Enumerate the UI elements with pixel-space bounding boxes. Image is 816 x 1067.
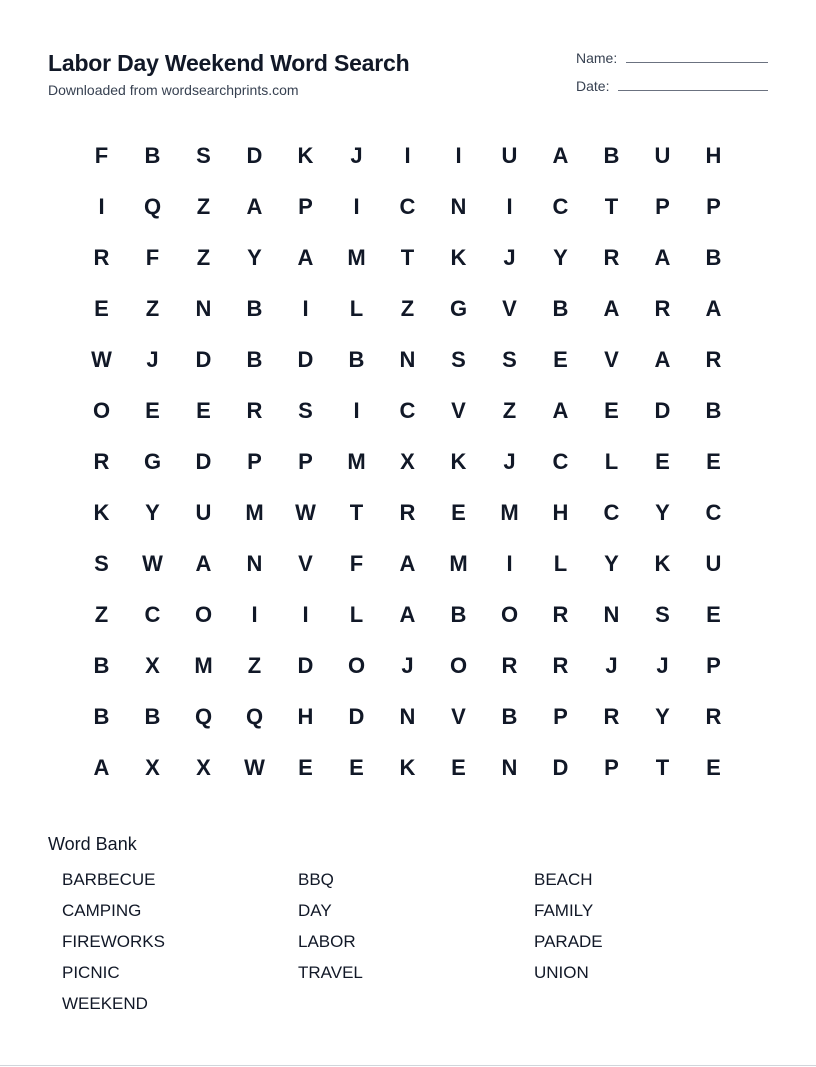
grid-cell[interactable]: C (552, 448, 569, 474)
grid-cell[interactable]: H (705, 142, 722, 168)
grid-cell[interactable]: M (245, 499, 264, 525)
word-bank-item: PARADE (534, 932, 603, 951)
grid-cell[interactable]: R (552, 652, 569, 678)
grid-cell[interactable]: P (247, 448, 262, 474)
grid-cell[interactable]: V (451, 397, 466, 423)
grid-cell[interactable]: B (348, 346, 365, 372)
grid-cell[interactable]: E (196, 397, 211, 423)
name-label: Name: (576, 50, 618, 66)
word-bank-item: WEEKEND (62, 994, 148, 1013)
grid-cell[interactable]: Z (247, 652, 262, 678)
grid-cell[interactable]: E (349, 754, 364, 780)
grid-cell[interactable]: J (656, 652, 669, 678)
grid-cell[interactable]: N (501, 754, 518, 780)
grid-cell[interactable]: U (705, 550, 722, 576)
grid-cell[interactable]: X (145, 652, 160, 678)
grid-cell[interactable]: K (450, 244, 467, 270)
letter-grid (76, 130, 739, 793)
grid-cell[interactable]: R (501, 652, 518, 678)
grid-cell[interactable]: D (195, 346, 212, 372)
grid-cell[interactable]: A (552, 397, 569, 423)
grid-cell[interactable]: U (501, 142, 518, 168)
grid-cell[interactable]: Y (247, 244, 262, 270)
grid-cell[interactable]: R (603, 703, 620, 729)
grid-cell[interactable]: J (605, 652, 618, 678)
grid-cell[interactable]: N (399, 703, 416, 729)
grid-cell[interactable]: B (144, 142, 161, 168)
grid-cell[interactable]: E (145, 397, 160, 423)
grid-cell[interactable]: H (297, 703, 314, 729)
grid-cell[interactable]: A (246, 193, 263, 219)
grid-cell[interactable]: Z (196, 193, 211, 219)
grid-cell[interactable]: B (603, 142, 620, 168)
date-label: Date: (576, 78, 610, 94)
grid-cell[interactable]: S (655, 601, 670, 627)
grid-cell[interactable]: U (654, 142, 671, 168)
grid-cell[interactable]: O (500, 601, 519, 627)
grid-cell[interactable]: W (295, 499, 316, 525)
grid-cell[interactable]: V (502, 295, 517, 321)
grid-cell[interactable]: F (145, 244, 160, 270)
grid-cell[interactable]: S (298, 397, 313, 423)
grid-cell[interactable]: I (251, 601, 258, 627)
grid-cell[interactable]: B (93, 703, 110, 729)
grid-cell[interactable]: D (654, 397, 671, 423)
grid-cell[interactable]: Z (196, 244, 211, 270)
grid-cell[interactable]: R (705, 703, 722, 729)
grid-cell[interactable]: A (654, 346, 671, 372)
grid-cell[interactable]: J (350, 142, 363, 168)
grid-cell[interactable]: M (500, 499, 519, 525)
grid-cell[interactable]: R (705, 346, 722, 372)
grid-cell[interactable]: J (146, 346, 159, 372)
grid-cell[interactable]: E (298, 754, 313, 780)
grid-cell[interactable]: B (552, 295, 569, 321)
grid-cell[interactable]: X (145, 754, 160, 780)
grid-cell[interactable]: N (246, 550, 263, 576)
grid-cell[interactable]: O (92, 397, 111, 423)
name-field-line[interactable] (626, 62, 768, 63)
grid-cell[interactable]: D (348, 703, 365, 729)
grid-cell[interactable]: V (451, 703, 466, 729)
grid-cell[interactable]: B (246, 295, 263, 321)
grid-cell[interactable]: P (604, 754, 619, 780)
grid-cell[interactable]: P (706, 193, 721, 219)
grid-cell[interactable]: J (503, 244, 516, 270)
word-bank-item: UNION (534, 963, 589, 982)
word-bank-item: TRAVEL (298, 963, 363, 982)
grid-cell[interactable]: K (399, 754, 416, 780)
grid-cell[interactable]: I (302, 295, 309, 321)
grid-cell[interactable]: M (347, 448, 366, 474)
grid-cell[interactable]: O (449, 652, 468, 678)
word-bank-item: DAY (298, 901, 332, 920)
grid-cell[interactable]: G (143, 448, 162, 474)
grid-cell[interactable]: Y (604, 550, 619, 576)
grid-cell[interactable]: K (654, 550, 671, 576)
grid-cell[interactable]: Z (400, 295, 415, 321)
grid-cell[interactable]: L (604, 448, 619, 474)
word-bank-item: FIREWORKS (62, 932, 165, 951)
grid-cell[interactable]: S (502, 346, 517, 372)
grid-cell[interactable]: W (91, 346, 112, 372)
footer-divider (0, 1065, 816, 1066)
grid-cell[interactable]: D (297, 346, 314, 372)
grid-cell[interactable]: A (705, 295, 722, 321)
grid-cell[interactable]: Y (553, 244, 568, 270)
grid-cell[interactable]: Y (145, 499, 160, 525)
grid-cell[interactable]: B (705, 397, 722, 423)
grid-cell[interactable]: P (298, 193, 313, 219)
word-bank-item: BBQ (298, 870, 334, 889)
grid-cell[interactable]: E (553, 346, 568, 372)
grid-cell[interactable]: H (552, 499, 569, 525)
word-bank-item: LABOR (298, 932, 356, 951)
grid-cell[interactable]: V (604, 346, 619, 372)
grid-cell[interactable]: Q (245, 703, 264, 729)
grid-cell[interactable]: P (706, 652, 721, 678)
grid-cell[interactable]: A (297, 244, 314, 270)
word-bank-item: BARBECUE (62, 870, 156, 889)
grid-cell[interactable]: Z (94, 601, 109, 627)
grid-cell[interactable]: I (98, 193, 105, 219)
grid-cell[interactable]: E (706, 601, 721, 627)
grid-cell[interactable]: C (399, 397, 416, 423)
grid-cell[interactable]: C (144, 601, 161, 627)
grid-cell[interactable]: A (399, 601, 416, 627)
grid-cell[interactable]: X (196, 754, 211, 780)
grid-cell[interactable]: E (604, 397, 619, 423)
grid-cell[interactable]: R (552, 601, 569, 627)
grid-cell[interactable]: B (246, 346, 263, 372)
page-subtitle: Downloaded from wordsearchprints.com (48, 82, 299, 98)
word-bank-item: BEACH (534, 870, 593, 889)
grid-cell[interactable]: I (506, 193, 513, 219)
word-bank-item: PICNIC (62, 963, 120, 982)
word-bank-title: Word Bank (48, 834, 137, 854)
grid-cell[interactable]: V (298, 550, 313, 576)
grid-cell[interactable]: N (603, 601, 620, 627)
grid-cell[interactable]: A (654, 244, 671, 270)
grid-cell[interactable]: Y (655, 703, 670, 729)
grid-cell[interactable]: I (353, 397, 360, 423)
grid-cell[interactable]: B (705, 244, 722, 270)
grid-cell[interactable]: K (450, 448, 467, 474)
grid-cell[interactable]: M (194, 652, 213, 678)
grid-cell[interactable]: R (603, 244, 620, 270)
grid-cell[interactable]: A (603, 295, 620, 321)
grid-cell[interactable]: Z (145, 295, 160, 321)
grid-cell[interactable]: O (194, 601, 213, 627)
grid-cell[interactable]: Q (194, 703, 213, 729)
grid-cell[interactable]: K (297, 142, 314, 168)
grid-cell[interactable]: I (506, 550, 513, 576)
grid-cell[interactable]: W (244, 754, 265, 780)
grid-cell[interactable]: M (347, 244, 366, 270)
grid-cell[interactable]: E (451, 754, 466, 780)
grid-cell[interactable]: X (400, 448, 415, 474)
grid-cell[interactable]: B (450, 601, 467, 627)
grid-cell[interactable]: S (196, 142, 211, 168)
grid-cell[interactable]: M (449, 550, 468, 576)
grid-cell[interactable]: K (93, 499, 110, 525)
word-bank-item: FAMILY (534, 901, 594, 920)
date-field-line[interactable] (618, 90, 768, 91)
grid-cell[interactable]: A (93, 754, 110, 780)
grid-cell[interactable]: B (144, 703, 161, 729)
grid-cell[interactable]: N (399, 346, 416, 372)
grid-cell[interactable]: B (501, 703, 518, 729)
grid-cell[interactable]: R (654, 295, 671, 321)
word-bank-item: CAMPING (62, 901, 142, 920)
grid-cell[interactable]: E (655, 448, 670, 474)
grid-cell[interactable]: S (451, 346, 466, 372)
grid-cell[interactable]: Y (655, 499, 670, 525)
grid-cell[interactable]: G (449, 295, 468, 321)
grid-cell[interactable]: T (604, 193, 619, 219)
grid-cell[interactable]: C (705, 499, 722, 525)
grid-cell[interactable]: J (401, 652, 414, 678)
grid-cell[interactable]: E (706, 754, 721, 780)
grid-cell[interactable]: E (706, 448, 721, 474)
grid-cell[interactable]: E (451, 499, 466, 525)
grid-cell[interactable]: S (94, 550, 109, 576)
grid-cell[interactable]: Q (143, 193, 162, 219)
grid-cell[interactable]: R (399, 499, 416, 525)
grid-cell[interactable]: A (552, 142, 569, 168)
grid-cell[interactable]: L (553, 550, 568, 576)
grid-cell[interactable]: T (655, 754, 670, 780)
grid-cell[interactable]: F (94, 142, 109, 168)
grid-cell[interactable]: P (553, 703, 568, 729)
grid-cell[interactable]: A (195, 550, 212, 576)
grid-cell[interactable]: I (404, 142, 411, 168)
grid-cell[interactable]: F (349, 550, 364, 576)
grid-cell[interactable]: C (603, 499, 620, 525)
grid-cell[interactable]: A (399, 550, 416, 576)
grid-cell[interactable]: I (455, 142, 462, 168)
grid-cell[interactable]: P (655, 193, 670, 219)
grid-cell[interactable]: R (93, 448, 110, 474)
grid-cell[interactable]: P (298, 448, 313, 474)
grid-cell[interactable]: D (552, 754, 569, 780)
grid-cell[interactable]: D (195, 448, 212, 474)
grid-cell[interactable]: L (349, 601, 364, 627)
grid-cell[interactable]: W (142, 550, 163, 576)
grid-cell[interactable]: D (246, 142, 263, 168)
grid-cell[interactable]: O (347, 652, 366, 678)
grid-cell[interactable]: U (195, 499, 212, 525)
page-title: Labor Day Weekend Word Search (48, 50, 410, 76)
grid-cell[interactable]: J (503, 448, 516, 474)
grid-cell[interactable]: N (450, 193, 467, 219)
grid-cell[interactable]: C (399, 193, 416, 219)
grid-cell[interactable]: I (302, 601, 309, 627)
grid-cell[interactable]: L (349, 295, 364, 321)
grid-cell[interactable]: I (353, 193, 360, 219)
grid-cell[interactable]: D (297, 652, 314, 678)
grid-cell[interactable]: T (349, 499, 364, 525)
grid-cell[interactable]: R (246, 397, 263, 423)
grid-cell[interactable]: E (94, 295, 109, 321)
grid-cell[interactable]: B (93, 652, 110, 678)
grid-cell[interactable]: C (552, 193, 569, 219)
word-bank-list (62, 867, 782, 1022)
grid-cell[interactable]: T (400, 244, 415, 270)
grid-cell[interactable]: R (93, 244, 110, 270)
grid-cell[interactable]: Z (502, 397, 517, 423)
grid-cell[interactable]: N (195, 295, 212, 321)
